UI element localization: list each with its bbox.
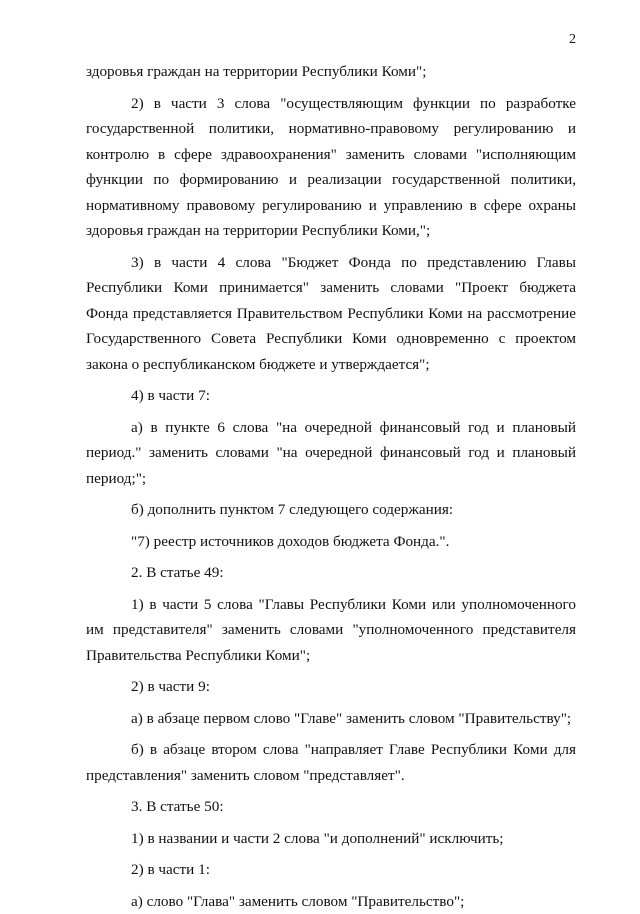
paragraph-article-49-subitem-b: б) в абзаце втором слова "направляет Главе Республики Коми для представления" заменить словом "представляет". xyxy=(86,737,576,788)
document-body xyxy=(86,59,576,914)
paragraph-article-49-item-2: 2) в части 9: xyxy=(86,674,576,700)
paragraph-article-50-heading: 3. В статье 50: xyxy=(86,794,576,820)
paragraph-article-50-item-2: 2) в части 1: xyxy=(86,857,576,883)
paragraph-item-2-part-3: 2) в части 3 слова "осуществляющим функции по разработке государственной политики, нормативно-правовому регулированию и контролю в сфере здравоохранения" заменить словами "исполняющим функции по формированию и реализации государственной политики, нормативному правовому регулированию и управлению в сфере охраны здоровья граждан на территории Республики Коми,"; xyxy=(86,91,576,244)
paragraph-article-49-item-1: 1) в части 5 слова "Главы Республики Коми или уполномоченного им представителя" заменить словами "уполномоченного представителя Правительства Республики Коми"; xyxy=(86,592,576,669)
paragraph-subitem-b-add-point-7: б) дополнить пунктом 7 следующего содержания: xyxy=(86,497,576,523)
paragraph-article-50-item-1: 1) в названии и части 2 слова "и дополнений" исключить; xyxy=(86,826,576,852)
paragraph-item-3-part-4: 3) в части 4 слова "Бюджет Фонда по представлению Главы Республики Коми принимается" заменить словами "Проект бюджета Фонда представляется Правительством Республики Коми на рассмотрение Государственного Совета Республики Коми одновременно с проектом закона о республиканском бюджете и утверждается"; xyxy=(86,250,576,378)
page-number: 2 xyxy=(569,32,576,48)
paragraph-article-49-heading: 2. В статье 49: xyxy=(86,560,576,586)
paragraph-item-4-part-7: 4) в части 7: xyxy=(86,383,576,409)
paragraph-article-50-subitem-a: а) слово "Глава" заменить словом "Правительство"; xyxy=(86,889,576,914)
paragraph-subitem-a-point-6: а) в пункте 6 слова "на очередной финансовый год и плановый период." заменить словами "на очередной финансовый год и плановый период;"; xyxy=(86,415,576,492)
paragraph-quoted-point-7: "7) реестр источников доходов бюджета Фонда.". xyxy=(86,529,576,555)
paragraph-continuation: здоровья граждан на территории Республики Коми"; xyxy=(86,59,576,85)
paragraph-article-49-subitem-a: а) в абзаце первом слово "Главе" заменить словом "Правительству"; xyxy=(86,706,576,732)
